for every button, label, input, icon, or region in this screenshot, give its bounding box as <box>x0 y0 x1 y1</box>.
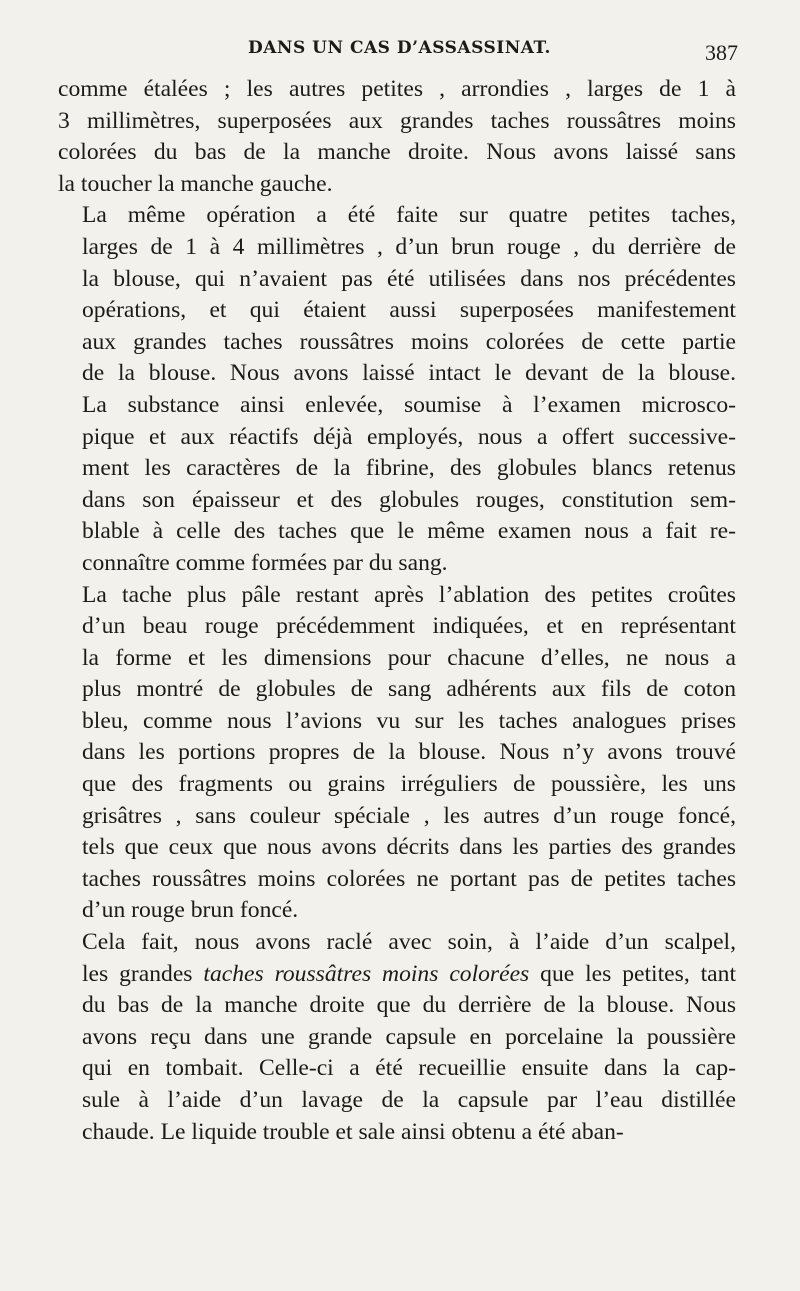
text-line: blable à celle des taches que le même examen nous a fait re- <box>82 518 736 545</box>
text-line: la toucher la manche gauche. <box>58 170 333 197</box>
text-line: La tache plus pâle restant après l’ablation des petites croûtes <box>82 581 736 608</box>
text-line: taches roussâtres moins colorées ne portant pas de petites taches <box>82 865 736 892</box>
text-line: dans les portions propres de la blouse. Nous n’y avons trouvé <box>82 739 736 766</box>
text-line: bleu, comme nous l’avions vu sur les taches analogues prises <box>82 707 736 734</box>
paragraph <box>58 927 736 1148</box>
text-line: aux grandes taches roussâtres moins colorées de cette partie <box>82 328 736 355</box>
text-line: du bas de la manche droite que du derrière de la blouse. Nous <box>82 992 736 1019</box>
text-line: grisâtres , sans couleur spéciale , les autres d’un rouge foncé, <box>82 802 736 829</box>
paragraph <box>58 580 736 928</box>
text-line: avons reçu dans une grande capsule en porcelaine la poussière <box>82 1023 736 1050</box>
text-line: qui en tombait. Celle-ci a été recueillie ensuite dans la cap- <box>82 1055 736 1082</box>
text-line: La substance ainsi enlevée, soumise à l’examen microsco- <box>82 391 736 418</box>
paragraph <box>58 200 736 579</box>
text-line: La même opération a été faite sur quatre petites taches, <box>82 202 736 229</box>
text-line: chaude. Le liquide trouble et sale ainsi obtenu a été aban- <box>82 1118 624 1145</box>
text-line: comme étalées ; les autres petites , arrondies , larges de 1 à <box>58 76 736 102</box>
text-line: tels que ceux que nous avons décrits dans les parties des grandes <box>82 834 736 861</box>
text-line: la blouse, qui n’avaient pas été utilisées dans nos précédentes <box>82 265 736 292</box>
text-line: de la blouse. Nous avons laissé intact le devant de la blouse. <box>82 360 736 387</box>
text-line: Cela fait, nous avons raclé avec soin, à l’aide d’un scalpel, <box>82 929 736 956</box>
page-number: 387 <box>705 40 738 65</box>
page-header <box>0 32 800 72</box>
text-line: colorées du bas de la manche droite. Nous avons laissé sans <box>58 139 736 166</box>
text-line: d’un rouge brun foncé. <box>82 897 299 924</box>
text-line: 3 millimètres, superposées aux grandes taches roussâtres moins <box>58 107 736 134</box>
body-text <box>58 74 736 1148</box>
paragraph <box>58 74 736 200</box>
text-line: que des fragments ou grains irréguliers de poussière, les uns <box>82 771 736 798</box>
text-line: larges de 1 à 4 millimètres , d’un brun rouge , du derrière de <box>82 233 736 260</box>
text-line: sule à l’aide d’un lavage de la capsule par l’eau distillée <box>82 1087 736 1113</box>
text-line: d’un beau rouge précédemment indiquées, et en représentant <box>82 613 736 640</box>
text-line: dans son épaisseur et des globules rouges, constitution sem- <box>82 486 736 513</box>
text-line: connaître comme formées par du sang. <box>82 549 448 576</box>
text-line: la forme et les dimensions pour chacune d’elles, ne nous a <box>82 644 736 671</box>
text-line: les grandes taches roussâtres moins colorées que les petites, tant <box>82 960 736 987</box>
text-line: pique et aux réactifs déjà employés, nous a offert successive- <box>82 423 736 450</box>
text-line: opérations, et qui étaient aussi superposées manifestement <box>82 297 736 324</box>
text-line: plus montré de globules de sang adhérents aux fils de coton <box>82 676 736 703</box>
running-head: DANS UN CAS D’ASSASSINAT. <box>248 38 551 58</box>
text-line: ment les caractères de la fibrine, des globules blancs retenus <box>82 455 736 482</box>
